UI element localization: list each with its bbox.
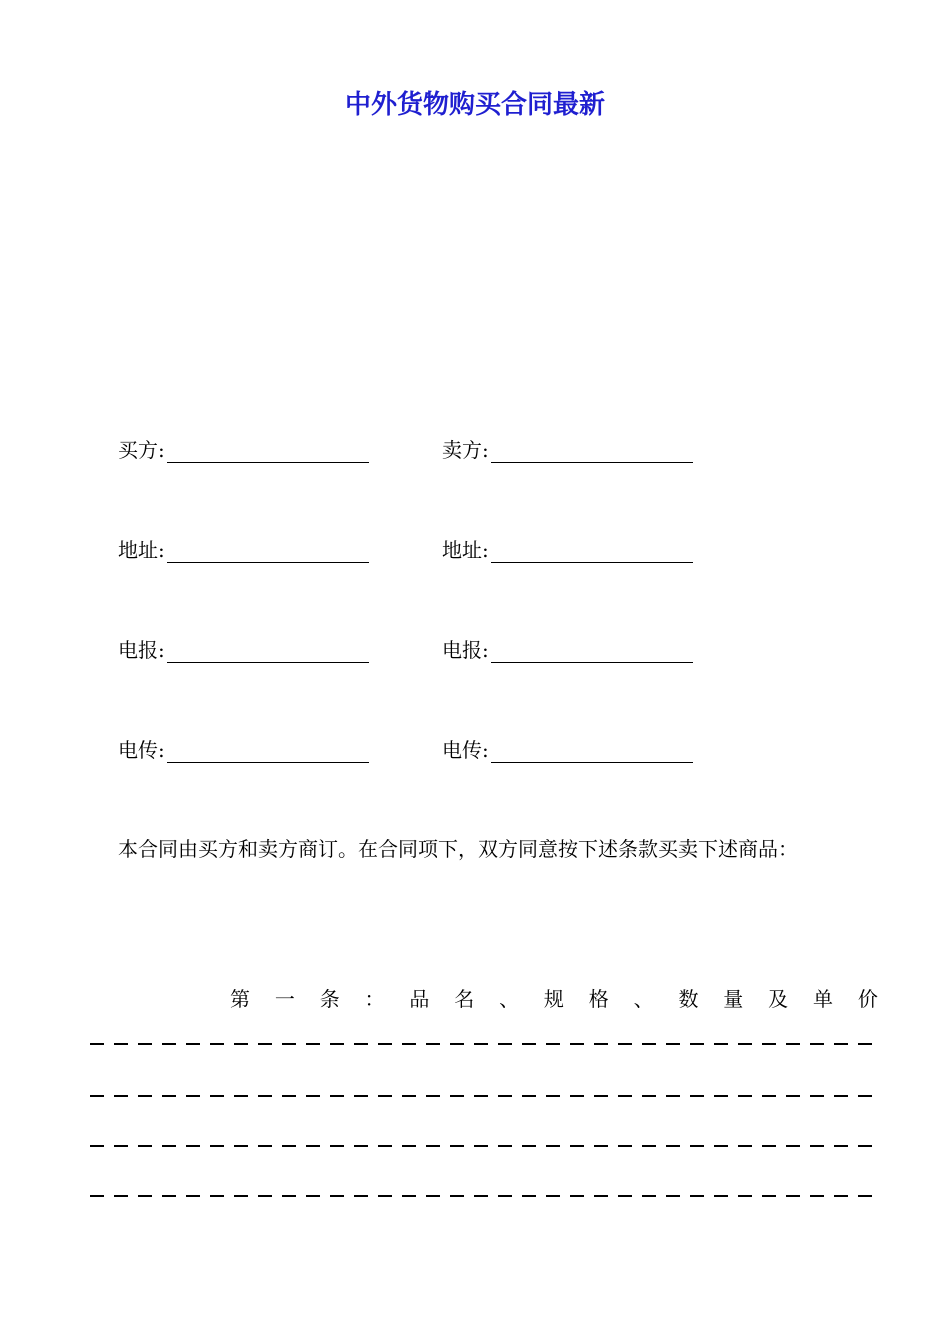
intro-paragraph: 本合同由买方和卖方商订。在合同项下，双方同意按下述条款买卖下述商品： xyxy=(118,837,798,861)
fill-in-dashed-line[interactable] xyxy=(90,1145,876,1147)
article-char: 一 xyxy=(274,987,295,1011)
article-char: 条 xyxy=(319,987,340,1011)
fill-in-dashed-line[interactable] xyxy=(90,1095,876,1097)
seller-name-field xyxy=(442,437,693,463)
buyer-telex-label: 电传: xyxy=(118,738,165,762)
article-1-heading xyxy=(230,985,878,1013)
buyer-name-label: 买方: xyxy=(118,438,165,462)
buyer-address-label: 地址: xyxy=(118,538,165,562)
article-char: 格 xyxy=(588,987,609,1011)
buyer-telex-blank[interactable] xyxy=(167,742,369,763)
buyer-telegram-field xyxy=(118,637,369,663)
buyer-telex-field xyxy=(118,737,369,763)
buyer-name-blank[interactable] xyxy=(167,442,369,463)
seller-telex-blank[interactable] xyxy=(491,742,693,763)
document-title: 中外货物购买合同最新 xyxy=(344,90,605,120)
buyer-address-blank[interactable] xyxy=(167,542,369,563)
seller-name-blank[interactable] xyxy=(491,442,693,463)
article-char: 数 xyxy=(678,987,699,1011)
seller-address-label: 地址: xyxy=(442,538,489,562)
article-char: 第 xyxy=(230,987,250,1011)
article-char: 品 xyxy=(409,987,430,1011)
article-char: 单 xyxy=(812,987,833,1011)
article-char: 量 xyxy=(723,987,744,1011)
seller-telex-label: 电传: xyxy=(442,738,489,762)
article-char: 价 xyxy=(857,987,878,1011)
fill-in-dashed-line[interactable] xyxy=(90,1043,876,1045)
buyer-telegram-label: 电报: xyxy=(118,638,165,662)
article-char: 、 xyxy=(633,987,654,1011)
buyer-name-field xyxy=(118,437,369,463)
seller-telegram-label: 电报: xyxy=(442,638,489,662)
seller-name-label: 卖方: xyxy=(442,438,489,462)
seller-telex-field xyxy=(442,737,693,763)
buyer-telegram-blank[interactable] xyxy=(167,642,369,663)
article-char: 名 xyxy=(454,987,475,1011)
article-char: 、 xyxy=(499,987,520,1011)
article-char: 规 xyxy=(543,987,564,1011)
seller-address-field xyxy=(442,537,693,563)
seller-telegram-blank[interactable] xyxy=(491,642,693,663)
fill-in-dashed-line[interactable] xyxy=(90,1195,876,1197)
seller-telegram-field xyxy=(442,637,693,663)
seller-address-blank[interactable] xyxy=(491,542,693,563)
article-char: 及 xyxy=(768,987,789,1011)
article-char: ： xyxy=(364,987,385,1011)
buyer-address-field xyxy=(118,537,369,563)
